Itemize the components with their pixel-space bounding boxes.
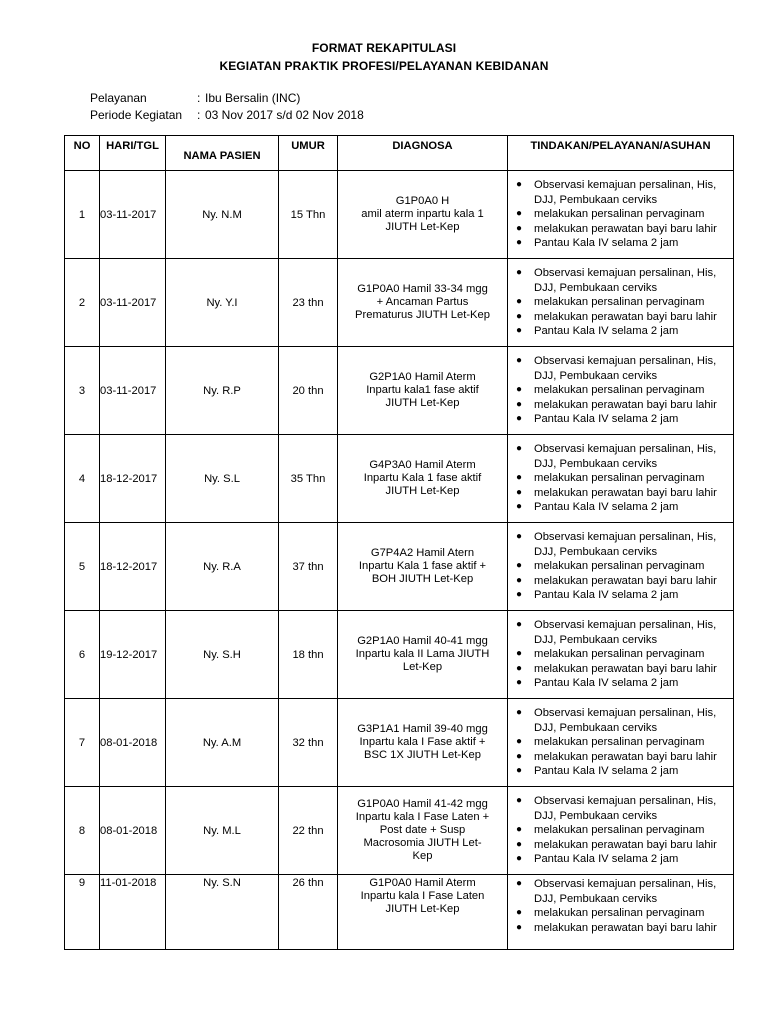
meta-label: Periode Kegiatan [90,108,183,122]
table-body [65,171,734,950]
tindakan-text: melakukan persalinan pervaginam [534,208,705,221]
column-header-diagnosa: DIAGNOSA [338,136,508,171]
bullet-icon: ● [516,662,523,674]
diagnosa-line: JIUTH Let-Kep [385,903,460,915]
tindakan-text: melakukan perawatan bayi baru lahir [534,398,717,411]
bullet-icon: ● [516,222,523,234]
tindakan-text: melakukan persalinan pervaginam [534,560,705,573]
column-header-hari-tgl: HARI/TGL [100,136,166,171]
bullet-icon: ● [516,531,523,543]
tindakan-item [508,647,733,662]
tindakan-item [508,838,733,853]
tindakan-text: Observasi kemajuan persalinan, His, DJJ, Pembukaan cerviks [534,267,717,294]
tindakan-text: Pantau Kala IV selama 2 jam [534,677,679,690]
bullet-icon: ● [516,853,523,865]
diagnosa-line: G3P1A1 Hamil 39-40 mgg [357,723,488,735]
diagnosa-line: G2P1A0 Hamil Aterm [369,371,476,383]
document-subtitle: KEGIATAN PRAKTIK PROFESI/PELAYANAN KEBIDANAN [219,59,549,73]
meta-block [90,90,364,124]
cell-hari-tgl: 11-01-2018 [100,875,166,950]
tindakan-item [508,823,733,838]
cell-no: 1 [65,171,100,259]
diagnosa-line: G1P0A0 Hamil 33-34 mgg [357,283,488,295]
bullet-icon: ● [516,707,523,719]
tindakan-item [508,295,733,310]
cell-tindakan [508,259,734,347]
bullet-icon: ● [516,878,523,889]
diagnosa-line: JIUTH Let-Kep [385,221,460,233]
bullet-icon: ● [516,486,523,498]
tindakan-list [508,266,733,339]
cell-hari-tgl: 03-11-2017 [100,259,166,347]
cell-diagnosa [338,699,508,787]
tindakan-item [508,676,733,691]
table-row [65,171,734,259]
bullet-icon: ● [516,355,523,367]
tindakan-item [508,354,733,383]
column-header-umur: UMUR [279,136,338,171]
cell-tindakan [508,787,734,875]
diagnosa-line: G4P3A0 Hamil Aterm [369,459,476,471]
bullet-icon: ● [516,310,523,322]
cell-no: 7 [65,699,100,787]
bullet-icon: ● [516,384,523,396]
tindakan-text: Pantau Kala IV selama 2 jam [534,325,679,338]
cell-no: 6 [65,611,100,699]
column-header-tindakan: TINDAKAN/PELAYANAN/ASUHAN [508,136,734,171]
cell-nama-pasien: Ny. M.L [166,787,279,875]
diagnosa-line: amil aterm inpartu kala 1 [361,208,484,220]
tindakan-item [508,794,733,823]
cell-diagnosa [338,259,508,347]
tindakan-list [508,794,733,867]
tindakan-item [508,236,733,251]
cell-nama-pasien: Ny. R.A [166,523,279,611]
tindakan-list [508,706,733,779]
bullet-icon: ● [516,237,523,249]
column-header-nama-pasien: NAMA PASIEN [166,136,279,171]
diagnosa-line: Post date + Susp [379,824,466,836]
cell-nama-pasien: Ny. S.N [166,875,279,950]
tindakan-item [508,266,733,295]
cell-tindakan [508,523,734,611]
cell-no: 3 [65,347,100,435]
bullet-icon: ● [516,648,523,660]
diagnosa-line: G1P0A0 H [395,195,450,207]
bullet-icon: ● [516,838,523,850]
cell-diagnosa [338,347,508,435]
bullet-icon: ● [516,325,523,337]
tindakan-item [508,588,733,603]
table-row [65,259,734,347]
tindakan-list [508,530,733,603]
table-row [65,787,734,875]
diagnosa-line: + Ancaman Partus [376,296,469,308]
cell-no: 5 [65,523,100,611]
tindakan-item [508,852,733,867]
tindakan-text: Observasi kemajuan persalinan, His, DJJ, Pembukaan cerviks [534,707,717,734]
tindakan-text: Pantau Kala IV selama 2 jam [534,501,679,514]
meta-colon: : [197,91,201,105]
tindakan-text: melakukan perawatan bayi baru lahir [534,750,717,763]
bullet-icon: ● [516,560,523,572]
diagnosa-line: G1P0A0 Hamil 41-42 mgg [357,798,488,810]
diagnosa-line: Inpartu kala I Fase Laten [360,890,485,902]
bullet-icon: ● [516,736,523,748]
cell-tindakan [508,347,734,435]
table-header-row [65,136,734,171]
cell-nama-pasien: Ny. R.P [166,347,279,435]
tindakan-item [508,618,733,647]
cell-umur: 35 Thn [279,435,338,523]
cell-nama-pasien: Ny. Y.I [166,259,279,347]
bullet-icon: ● [516,413,523,425]
cell-tindakan [508,875,734,950]
tindakan-item [508,178,733,207]
meta-colon: : [197,108,201,122]
tindakan-text: melakukan perawatan bayi baru lahir [534,662,717,675]
tindakan-item [508,662,733,677]
tindakan-text: Observasi kemajuan persalinan, His, DJJ, Pembukaan cerviks [534,878,717,905]
tindakan-list [508,618,733,691]
bullet-icon: ● [516,907,523,919]
tindakan-item [508,442,733,471]
cell-no: 8 [65,787,100,875]
bullet-icon: ● [516,501,523,513]
tindakan-item [508,486,733,501]
diagnosa-line: Inpartu kala1 fase aktif [366,384,479,396]
tindakan-item [508,559,733,574]
table-row [65,699,734,787]
cell-hari-tgl: 03-11-2017 [100,347,166,435]
diagnosa-line: Kep [412,850,433,862]
bullet-icon: ● [516,677,523,689]
tindakan-item [508,471,733,486]
tindakan-item [508,530,733,559]
tindakan-text: Pantau Kala IV selama 2 jam [534,413,679,426]
cell-hari-tgl: 18-12-2017 [100,523,166,611]
table-row [65,875,734,950]
tindakan-item [508,877,733,906]
tindakan-text: melakukan perawatan bayi baru lahir [534,222,717,235]
cell-diagnosa [338,875,508,950]
diagnosa-line: G1P0A0 Hamil Aterm [369,877,476,889]
tindakan-text: Observasi kemajuan persalinan, His, DJJ, Pembukaan cerviks [534,531,717,558]
tindakan-text: melakukan persalinan pervaginam [534,648,705,661]
tindakan-item [508,764,733,779]
diagnosa-line: Inpartu kala I Fase aktif + [359,736,486,748]
cell-diagnosa [338,171,508,259]
cell-umur: 15 Thn [279,171,338,259]
bullet-icon: ● [516,208,523,220]
table-row [65,523,734,611]
meta-value: 03 Nov 2017 s/d 02 Nov 2018 [205,108,364,122]
bullet-icon: ● [516,765,523,777]
cell-no: 4 [65,435,100,523]
tindakan-text: Observasi kemajuan persalinan, His, DJJ, Pembukaan cerviks [534,355,717,382]
diagnosa-line: G7P4A2 Hamil Atern [370,547,475,559]
bullet-icon: ● [516,472,523,484]
recap-table [64,135,734,950]
column-header-no: NO [65,136,100,171]
tindakan-text: Observasi kemajuan persalinan, His, DJJ, Pembukaan cerviks [534,795,717,822]
cell-hari-tgl: 08-01-2018 [100,787,166,875]
tindakan-text: Observasi kemajuan persalinan, His, DJJ, Pembukaan cerviks [534,443,717,470]
tindakan-item [508,324,733,339]
cell-diagnosa [338,523,508,611]
tindakan-text: melakukan perawatan bayi baru lahir [534,310,717,323]
bullet-icon: ● [516,267,523,279]
diagnosa-line: Inpartu Kala 1 fase aktif [363,472,482,484]
bullet-icon: ● [516,619,523,631]
tindakan-list [508,178,733,251]
tindakan-text: melakukan persalinan pervaginam [534,384,705,397]
tindakan-item [508,906,733,921]
tindakan-item [508,750,733,765]
tindakan-item [508,222,733,237]
table-row [65,435,734,523]
tindakan-item [508,921,733,936]
cell-diagnosa [338,435,508,523]
diagnosa-line: Macrosomia JIUTH Let- [363,837,482,849]
diagnosa-line: JIUTH Let-Kep [385,397,460,409]
tindakan-item [508,574,733,589]
tindakan-text: Observasi kemajuan persalinan, His, DJJ, Pembukaan cerviks [534,619,717,646]
cell-umur: 37 thn [279,523,338,611]
tindakan-item [508,500,733,515]
cell-umur: 22 thn [279,787,338,875]
document-title: FORMAT REKAPITULASI [311,41,457,55]
tindakan-text: melakukan persalinan pervaginam [534,736,705,749]
tindakan-item [508,706,733,735]
table-row [65,611,734,699]
meta-value: Ibu Bersalin (INC) [205,91,301,105]
tindakan-item [508,207,733,222]
table-row [65,347,734,435]
cell-nama-pasien: Ny. S.H [166,611,279,699]
diagnosa-line: Prematurus JIUTH Let-Kep [355,309,490,321]
bullet-icon: ● [516,443,523,455]
tindakan-item [508,310,733,325]
cell-tindakan [508,435,734,523]
cell-diagnosa [338,611,508,699]
tindakan-item [508,735,733,750]
cell-umur: 26 thn [279,875,338,950]
diagnosa-line: Inpartu kala I Fase Laten + [355,811,490,823]
cell-nama-pasien: Ny. A.M [166,699,279,787]
cell-diagnosa [338,787,508,875]
cell-umur: 32 thn [279,699,338,787]
bullet-icon: ● [516,750,523,762]
bullet-icon: ● [516,574,523,586]
tindakan-list [508,877,733,935]
tindakan-list [508,442,733,515]
cell-no: 9 [65,875,100,950]
tindakan-text: Observasi kemajuan persalinan, His, DJJ, Pembukaan cerviks [534,179,717,206]
bullet-icon: ● [516,921,523,933]
cell-hari-tgl: 18-12-2017 [100,435,166,523]
bullet-icon: ● [516,589,523,601]
tindakan-text: melakukan perawatan bayi baru lahir [534,486,717,499]
meta-row-pelayanan [90,90,364,107]
cell-umur: 18 thn [279,611,338,699]
cell-nama-pasien: Ny. N.M [166,171,279,259]
diagnosa-line: BOH JIUTH Let-Kep [371,573,474,585]
cell-tindakan [508,699,734,787]
bullet-icon: ● [516,296,523,308]
diagnosa-line: BSC 1X JIUTH Let-Kep [364,749,481,761]
tindakan-text: Pantau Kala IV selama 2 jam [534,853,679,866]
tindakan-text: melakukan perawatan bayi baru lahir [534,921,717,934]
tindakan-text: Pantau Kala IV selama 2 jam [534,589,679,602]
tindakan-text: melakukan perawatan bayi baru lahir [534,838,717,851]
cell-umur: 23 thn [279,259,338,347]
tindakan-text: Pantau Kala IV selama 2 jam [534,765,679,778]
diagnosa-line: JIUTH Let-Kep [385,485,460,497]
cell-hari-tgl: 03-11-2017 [100,171,166,259]
bullet-icon: ● [516,824,523,836]
tindakan-text: melakukan persalinan pervaginam [534,824,705,837]
cell-hari-tgl: 19-12-2017 [100,611,166,699]
cell-hari-tgl: 08-01-2018 [100,699,166,787]
diagnosa-line: G2P1A0 Hamil 40-41 mgg [357,635,488,647]
tindakan-item [508,398,733,413]
meta-label: Pelayanan [90,91,147,105]
tindakan-text: melakukan perawatan bayi baru lahir [534,574,717,587]
tindakan-text: Pantau Kala IV selama 2 jam [534,237,679,250]
tindakan-text: melakukan persalinan pervaginam [534,907,705,920]
cell-umur: 20 thn [279,347,338,435]
bullet-icon: ● [516,179,523,191]
bullet-icon: ● [516,795,523,807]
tindakan-item [508,383,733,398]
diagnosa-line: Let-Kep [402,661,443,673]
diagnosa-line: Inpartu Kala 1 fase aktif + [358,560,487,572]
tindakan-text: melakukan persalinan pervaginam [534,296,705,309]
cell-tindakan [508,611,734,699]
tindakan-text: melakukan persalinan pervaginam [534,472,705,485]
bullet-icon: ● [516,398,523,410]
cell-tindakan [508,171,734,259]
cell-nama-pasien: Ny. S.L [166,435,279,523]
diagnosa-line: Inpartu kala II Lama JIUTH [355,648,490,660]
meta-row-periode [90,107,364,124]
tindakan-list [508,354,733,427]
tindakan-item [508,412,733,427]
cell-no: 2 [65,259,100,347]
